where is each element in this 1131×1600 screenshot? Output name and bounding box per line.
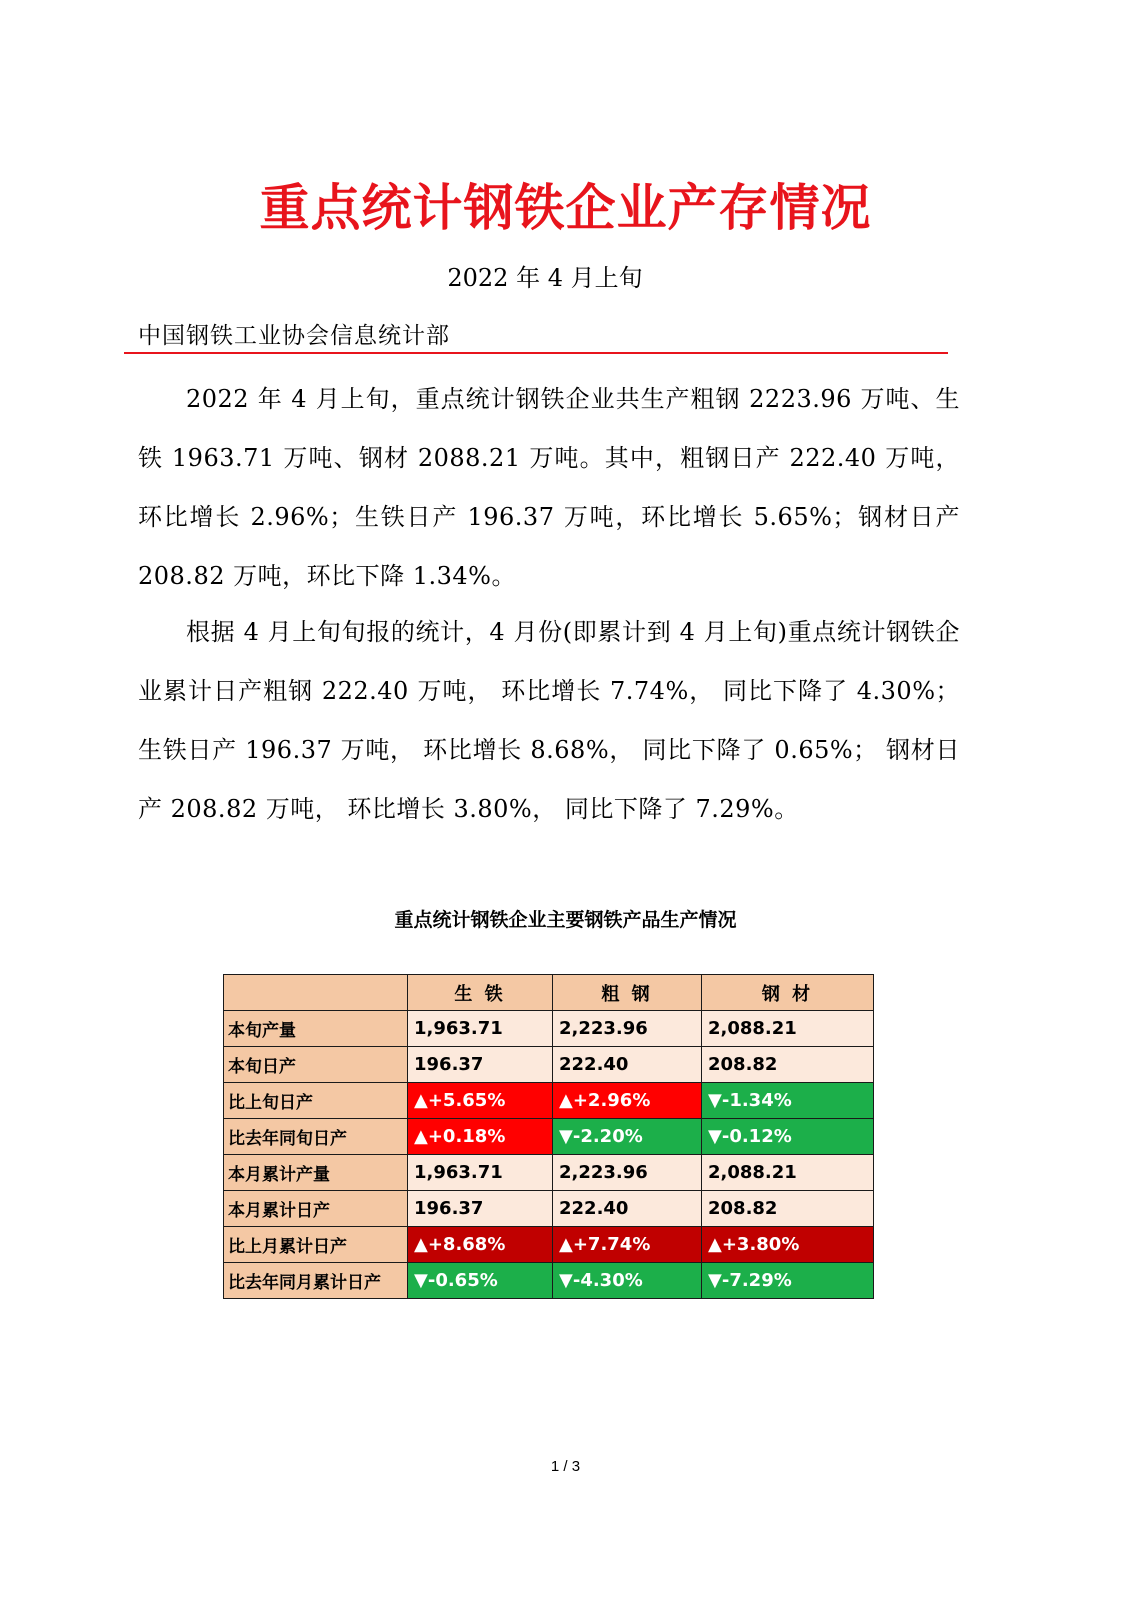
row-label: 比上月累计日产 (224, 1227, 408, 1263)
table-cell: 208.82 (702, 1191, 874, 1227)
table-row (224, 1119, 874, 1155)
row-label: 本旬日产 (224, 1047, 408, 1083)
table-cell: ▼-2.20% (553, 1119, 702, 1155)
table-cell: ▲+2.96% (553, 1083, 702, 1119)
table-title: 重点统计钢铁企业主要钢铁产品生产情况 (394, 909, 737, 931)
row-label: 本月累计产量 (224, 1155, 408, 1191)
table-cell: 2,088.21 (702, 1155, 874, 1191)
table-cell: 2,088.21 (702, 1011, 874, 1047)
table-cell: 222.40 (553, 1047, 702, 1083)
table-cell: 208.82 (702, 1047, 874, 1083)
table-cell: ▲+0.18% (408, 1119, 553, 1155)
table-body (224, 1011, 874, 1299)
table-cell: 1,963.71 (408, 1011, 553, 1047)
summary-paragraph-1: 2022 年 4 月上旬，重点统计钢铁企业共生产粗钢 2223.96 万吨、生铁 1963.71 万吨、钢材 2088.21 万吨。其中，粗钢日产 222.40 万吨，环比增长 2.96%；生铁日产 196.37 万吨，环比增长 5.65%；钢材日产 208.82 万吨，环比下降 1.34%。 (138, 385, 960, 590)
table-row (224, 1227, 874, 1263)
table-row (224, 1047, 874, 1083)
table-cell: ▲+8.68% (408, 1227, 553, 1263)
production-table (223, 974, 874, 1299)
row-label: 比去年同旬日产 (224, 1119, 408, 1155)
table-corner-cell (224, 975, 408, 1011)
table-row (224, 1083, 874, 1119)
red-divider (124, 352, 948, 354)
organization-name: 中国钢铁工业协会信息统计部 (138, 323, 450, 349)
table-cell: 2,223.96 (553, 1155, 702, 1191)
row-label: 比上旬日产 (224, 1083, 408, 1119)
table-cell: 2,223.96 (553, 1011, 702, 1047)
table-row (224, 1191, 874, 1227)
page-number: 1 / 3 (550, 1458, 581, 1475)
row-label: 本月累计日产 (224, 1191, 408, 1227)
column-header-pig-iron: 生 铁 (408, 975, 553, 1011)
report-period: 2022 年 4 月上旬 (447, 264, 643, 292)
table-cell: ▼-4.30% (553, 1263, 702, 1299)
table-cell: ▼-7.29% (702, 1263, 874, 1299)
page-title: 重点统计钢铁企业产存情况 (259, 179, 872, 237)
table-cell: 196.37 (408, 1047, 553, 1083)
column-header-steel-products: 钢 材 (702, 975, 874, 1011)
table-row (224, 1011, 874, 1047)
column-header-crude-steel: 粗 钢 (553, 975, 702, 1011)
table-header-row (224, 975, 874, 1011)
row-label: 本旬产量 (224, 1011, 408, 1047)
table-cell: ▼-0.12% (702, 1119, 874, 1155)
table-cell: ▲+5.65% (408, 1083, 553, 1119)
table-cell: 1,963.71 (408, 1155, 553, 1191)
table-cell: ▼-0.65% (408, 1263, 553, 1299)
table-cell: 196.37 (408, 1191, 553, 1227)
table-cell: ▼-1.34% (702, 1083, 874, 1119)
table-cell: 222.40 (553, 1191, 702, 1227)
table-cell: ▲+7.74% (553, 1227, 702, 1263)
table-cell: ▲+3.80% (702, 1227, 874, 1263)
row-label: 比去年同月累计日产 (224, 1263, 408, 1299)
summary-paragraph-2: 根据 4 月上旬旬报的统计，4 月份(即累计到 4 月上旬)重点统计钢铁企业累计日产粗钢 222.40 万吨， 环比增长 7.74%， 同比下降了 4.30%； 生铁日产 196.37 万吨， 环比增长 8.68%， 同比下降了 0.65%； 钢材日产 208.82 万吨， 环比增长 3.80%， 同比下降了 7.29%。 (138, 618, 960, 823)
table-row (224, 1155, 874, 1191)
table-row (224, 1263, 874, 1299)
